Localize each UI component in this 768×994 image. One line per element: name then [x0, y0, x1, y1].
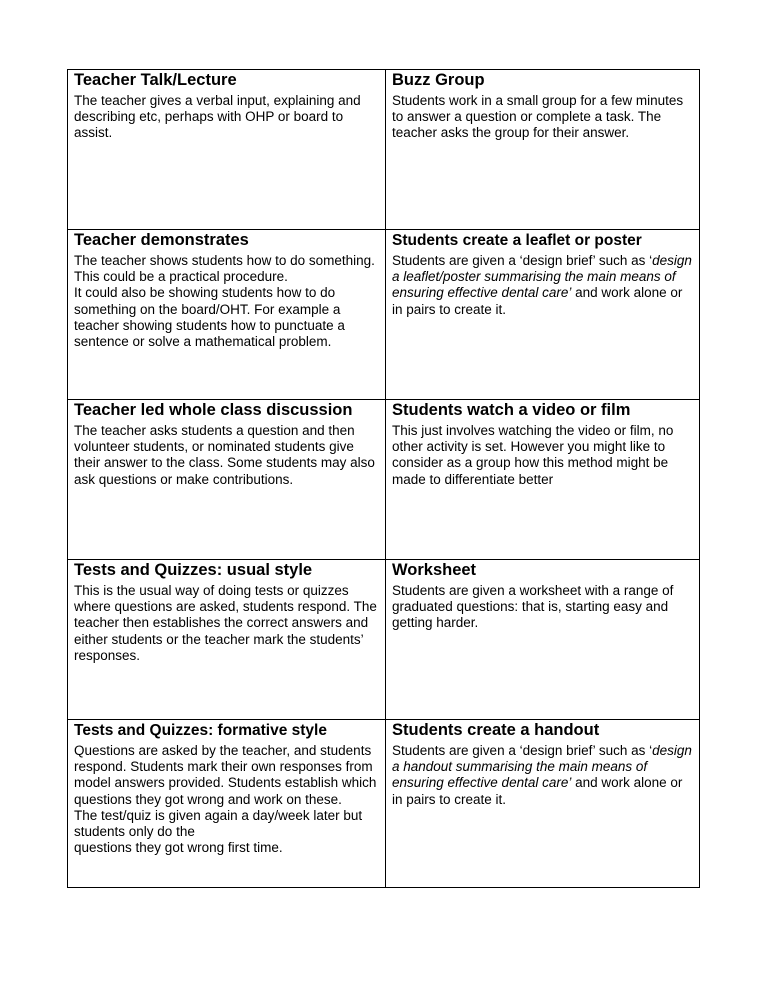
cell-body	[74, 93, 379, 142]
cell-paragraph: Questions are asked by the teacher, and students respond. Students mark their own responses from model answers provided. Students establish which questions they got wrong and work on these.	[74, 743, 377, 807]
cell-body	[392, 743, 693, 808]
cell-paragraph: The teacher asks students a question and then volunteer students, or nominated students give their answer to the class. Some students may also ask questions or make contributions.	[74, 423, 375, 487]
cell-paragraph: Students are given a worksheet with a range of graduated questions: that is, starting easy and getting harder.	[392, 583, 674, 631]
table-row	[68, 70, 700, 230]
cell-paragraph: The teacher gives a verbal input, explaining and describing etc, perhaps with OHP or board to assist.	[74, 93, 361, 141]
cell-body	[74, 423, 379, 488]
cell-title: Teacher Talk/Lecture	[74, 71, 237, 89]
cell-body	[74, 583, 379, 664]
cell-title: Students create a handout	[392, 721, 600, 739]
cell-body	[392, 423, 693, 488]
cell-teacher-talk	[68, 70, 386, 230]
cell-body	[392, 583, 693, 632]
cell-title: Buzz Group	[392, 71, 485, 89]
cell-emphasis: design a leaflet/poster summarising the main means of ensuring effective dental care’	[392, 253, 692, 301]
cell-paragraph	[392, 253, 693, 318]
cell-worksheet	[386, 560, 700, 720]
table-row	[68, 720, 700, 888]
cell-paragraph: This just involves watching the video or film, no other activity is set. However you might like to consider as a group how this method might be made to differentiate better	[392, 423, 674, 487]
cell-body	[392, 253, 693, 318]
cell-title: Teacher demonstrates	[74, 231, 249, 249]
cell-body	[74, 743, 379, 856]
table-row	[68, 400, 700, 560]
cell-paragraph: The test/quiz is given again a day/week later but students only do the	[74, 807, 363, 840]
cell-class-discussion	[68, 400, 386, 560]
cell-teacher-demonstrates	[68, 230, 386, 400]
activity-table	[67, 69, 700, 888]
cell-paragraph: The teacher shows students how to do something. This could be a practical procedure.	[74, 253, 375, 285]
cell-text: and work alone or in pairs to create it.	[392, 285, 683, 317]
cell-body	[74, 253, 379, 350]
cell-tests-usual	[68, 560, 386, 720]
cell-title: Tests and Quizzes: formative style	[74, 722, 327, 739]
cell-handout	[386, 720, 700, 888]
cell-paragraph: This is the usual way of doing tests or quizzes where questions are asked, students respond. The teacher then establishes the correct answers and either students or the teacher mark the students’ responses.	[74, 583, 377, 663]
cell-text: Students are given a ‘design brief’ such as ‘	[392, 253, 653, 268]
cell-buzz-group	[386, 70, 700, 230]
table-row	[68, 560, 700, 720]
cell-paragraph	[392, 743, 693, 808]
cell-body	[392, 93, 693, 142]
cell-paragraph: questions they got wrong first time.	[74, 840, 283, 856]
cell-title: Students watch a video or film	[392, 401, 631, 419]
cell-paragraph: Students work in a small group for a few minutes to answer a question or complete a task. The teacher asks the group for their answer.	[392, 93, 684, 141]
cell-title: Tests and Quizzes: usual style	[74, 561, 313, 579]
cell-leaflet-poster	[386, 230, 700, 400]
cell-video-film	[386, 400, 700, 560]
cell-title: Worksheet	[392, 561, 477, 579]
table-row	[68, 230, 700, 400]
cell-title: Teacher led whole class discussion	[74, 401, 353, 419]
cell-paragraph: It could also be showing students how to do something on the board/OHT. For example a teacher showing students how to punctuate a sentence or solve a mathematical problem.	[74, 285, 345, 350]
cell-emphasis: design a handout summarising the main means of ensuring effective dental care’	[392, 743, 692, 791]
cell-text: and work alone or in pairs to create it.	[392, 775, 683, 807]
cell-tests-formative	[68, 720, 386, 888]
cell-text: Students are given a ‘design brief’ such as ‘	[392, 743, 653, 758]
cell-title: Students create a leaflet or poster	[392, 232, 642, 249]
